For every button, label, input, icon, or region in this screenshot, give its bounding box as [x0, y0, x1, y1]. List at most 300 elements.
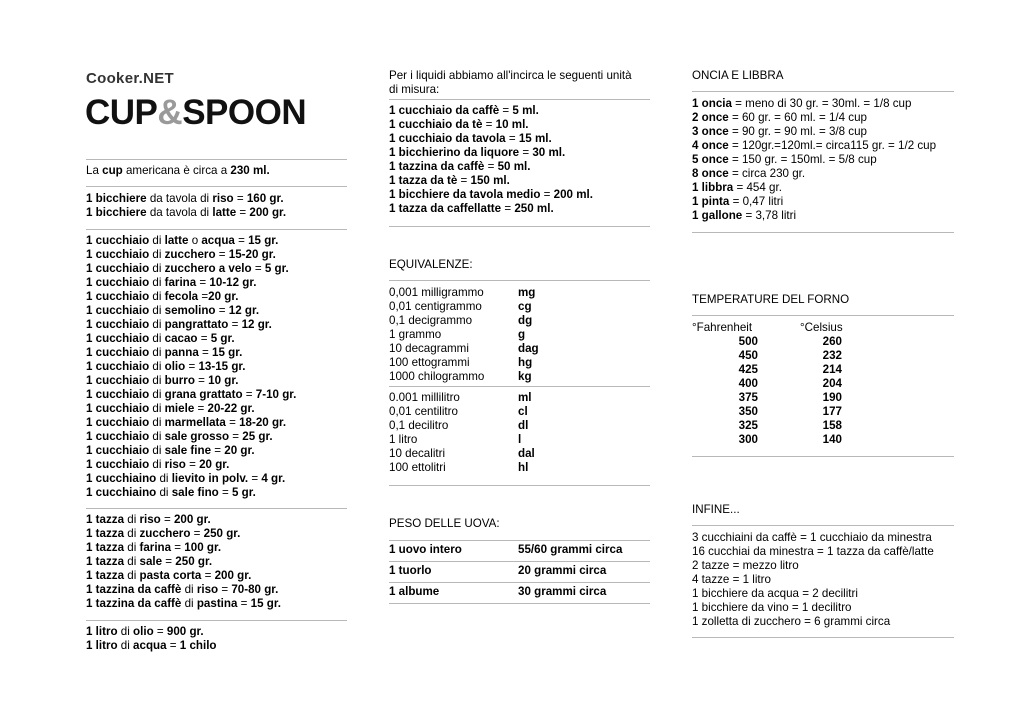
equivalence-quantity: 1000 chilogrammo: [389, 370, 485, 383]
celsius-value: 177: [822, 405, 842, 418]
liquids-intro-line-1: Per i liquidi abbiamo all'incirca le seguenti unità: [389, 69, 632, 82]
oven-row: [692, 391, 954, 405]
bold-text: 1 tazza: [86, 527, 125, 540]
bold-text: 12 gr.: [228, 304, 260, 317]
equivalence-quantity: 1 grammo: [389, 328, 442, 341]
bold-text: 1 tazza da caffellatte: [389, 202, 502, 215]
text: =: [457, 174, 471, 187]
text: =: [211, 444, 225, 457]
celsius-value: 204: [822, 377, 842, 390]
liquids-intro: [389, 69, 650, 97]
text: =: [215, 304, 229, 317]
list-item: 2 tazze = mezzo litro: [692, 559, 799, 572]
bold-text: 160 gr.: [246, 192, 284, 205]
equivalence-quantity: 0,01 centilitro: [389, 405, 458, 418]
text: da tavola di: [146, 206, 213, 219]
bold-text: pangrattato: [164, 318, 229, 331]
text: =: [194, 374, 209, 387]
list-item: [86, 388, 347, 402]
equivalences-title: EQUIVALENZE:: [389, 258, 473, 271]
divider: [692, 315, 954, 316]
equivalence-symbol: dl: [518, 419, 529, 432]
list-item: [692, 125, 954, 139]
text: di: [149, 430, 165, 443]
equivalence-row: [389, 447, 650, 461]
egg-weight: 30 grammi circa: [518, 585, 607, 598]
divider: [692, 525, 954, 526]
equivalence-symbol: dag: [518, 342, 539, 355]
celsius-value: 214: [822, 363, 842, 376]
bold-text: 20-22 gr.: [207, 402, 255, 415]
list-item: 1 zolletta di zucchero = 6 grammi circa: [692, 615, 891, 628]
divider: [86, 620, 347, 621]
text: di: [156, 472, 172, 485]
bold-text: 1 cucchiaio: [86, 346, 150, 359]
bold-text: marmellata: [164, 416, 226, 429]
egg-weight: 55/60 grammi circa: [518, 543, 623, 556]
text: = 0,47 litri: [729, 195, 784, 208]
bold-text: 200 gr.: [173, 513, 211, 526]
text: di: [124, 513, 140, 526]
text: =: [218, 583, 232, 596]
equivalence-row: [389, 370, 650, 384]
celsius-value: 140: [822, 433, 842, 446]
list-item: [86, 472, 347, 486]
bold-text: 1 litro: [86, 639, 118, 652]
bold-text: farina: [164, 276, 197, 289]
divider: [692, 456, 954, 457]
bold-text: riso: [196, 583, 219, 596]
bold-text: 5 ml.: [512, 104, 539, 117]
bold-text: 1 tazzina da caffè: [86, 597, 182, 610]
celsius-value: 260: [822, 335, 842, 348]
fahrenheit-value: 300: [738, 433, 758, 446]
list-item: [692, 139, 954, 153]
text: =: [185, 360, 199, 373]
text: =: [162, 555, 176, 568]
list-item: [86, 583, 347, 597]
oven-row: [692, 433, 954, 447]
list-item: [86, 513, 347, 527]
bold-text: 1 tazza: [86, 569, 125, 582]
egg-row: [389, 582, 650, 603]
liquids-intro-line-2: di misura:: [389, 83, 440, 96]
bold-text: 1 tazza: [86, 555, 125, 568]
text: di: [117, 639, 134, 652]
bold-text: 1 cucchiaio: [86, 374, 150, 387]
text: =: [190, 527, 204, 540]
list-item: [86, 402, 347, 416]
bold-text: panna: [164, 346, 199, 359]
text: =: [501, 202, 515, 215]
bold-text: acqua: [133, 639, 167, 652]
list-item: [389, 132, 650, 146]
text: o: [188, 234, 202, 247]
bold-text: 1 cucchiaio: [86, 458, 150, 471]
text: di: [156, 486, 172, 499]
bold-text: 5 once: [692, 153, 729, 166]
divider: [86, 229, 347, 230]
list-item: [86, 318, 347, 332]
equivalence-symbol: hl: [518, 461, 529, 474]
equivalence-quantity: 100 ettolitri: [389, 461, 446, 474]
bold-text: 1 cucchiaio: [86, 444, 150, 457]
text: =: [218, 486, 232, 499]
text: di: [117, 625, 134, 638]
equivalence-symbol: hg: [518, 356, 533, 369]
equivalence-row: [389, 405, 650, 419]
equivalence-row: [389, 328, 650, 342]
bold-text: 20 gr.: [199, 458, 230, 471]
text: di: [149, 416, 165, 429]
bold-text: 1 libbra: [692, 181, 734, 194]
bold-text: fecola: [164, 290, 199, 303]
bold-text: sale: [139, 555, 163, 568]
bold-text: 5 gr.: [264, 262, 289, 275]
text: di: [124, 569, 140, 582]
bold-text: pasta corta: [139, 569, 202, 582]
egg-part: 1 uovo intero: [389, 543, 462, 556]
bold-text: 1 cucchiaio: [86, 262, 150, 275]
text: =: [248, 472, 262, 485]
egg-weight: 20 grammi circa: [518, 564, 607, 577]
oven-title: TEMPERATURE DEL FORNO: [692, 293, 850, 306]
text: = 150 gr. = 150ml. = 5/8 cup: [728, 153, 877, 166]
text: =: [237, 597, 251, 610]
bold-text: zucchero a velo: [164, 262, 252, 275]
fahrenheit-value: 425: [738, 363, 758, 376]
bold-text: 1 cucchiaio: [86, 234, 150, 247]
celsius-value: 232: [822, 349, 842, 362]
list-item: [86, 360, 347, 374]
bold-text: 1 cucchiaio: [86, 402, 150, 415]
text: =: [185, 458, 200, 471]
list-item: [389, 104, 650, 118]
bold-text: semolino: [164, 304, 216, 317]
bold-text: 200 gr.: [214, 569, 252, 582]
bold-text: 20 gr.: [224, 444, 255, 457]
text: = circa 230 gr.: [728, 167, 806, 180]
bold-text: 5 gr.: [210, 332, 235, 345]
divider: [86, 159, 347, 160]
oven-row: [692, 405, 954, 419]
litre-list: [86, 625, 347, 653]
oven-row: [692, 419, 954, 433]
equivalence-symbol: g: [518, 328, 526, 341]
text: di: [181, 597, 197, 610]
bold-text: miele: [164, 402, 195, 415]
text: di: [149, 458, 165, 471]
text: =: [233, 192, 247, 205]
bold-text: 10 ml.: [495, 118, 529, 131]
mass-equivalences: [389, 286, 650, 384]
equivalence-quantity: 1 litro: [389, 433, 418, 446]
bold-text: 1 cucchiaio: [86, 416, 150, 429]
bold-text: 25 gr.: [242, 430, 273, 443]
bold-text: 15 gr.: [212, 346, 243, 359]
bold-text: latte: [164, 234, 189, 247]
equivalence-symbol: l: [518, 433, 522, 446]
bold-text: 1 cucchiaio: [86, 388, 150, 401]
bold-text: 1 cucchiaio: [86, 276, 150, 289]
text: =: [197, 332, 211, 345]
list-item: [692, 153, 954, 167]
bold-text: 1 tazza: [86, 513, 125, 526]
list-item: [86, 206, 347, 220]
bold-text: olio: [164, 360, 186, 373]
text: di: [149, 374, 165, 387]
text: =: [228, 318, 242, 331]
list-item: [389, 174, 650, 188]
text: di: [149, 290, 165, 303]
equivalence-symbol: dg: [518, 314, 533, 327]
bold-text: latte: [212, 206, 237, 219]
bold-text: sale grosso: [164, 430, 230, 443]
equivalence-symbol: kg: [518, 370, 532, 383]
oven-table-header: [692, 321, 954, 335]
text: di: [149, 304, 165, 317]
equivalence-row: [389, 342, 650, 356]
equivalence-quantity: 0,01 centigrammo: [389, 300, 482, 313]
bold-text: 15 ml.: [518, 132, 552, 145]
bold-text: 4 gr.: [261, 472, 286, 485]
text: =: [482, 118, 496, 131]
list-item: [86, 430, 347, 444]
bold-text: 1 cucchiaio da tè: [389, 118, 483, 131]
text: di: [149, 234, 165, 247]
bold-text: 1 bicchiere da tavola medio: [389, 188, 541, 201]
cup-intro-line: [86, 164, 347, 178]
text: =: [201, 569, 215, 582]
bold-text: 50 ml.: [497, 160, 531, 173]
text: =: [198, 346, 212, 359]
text: = meno di 30 gr. = 30ml. = 1/8 cup: [731, 97, 912, 110]
bold-text: 200 ml.: [553, 188, 593, 201]
bold-text: 230 ml.: [230, 164, 270, 177]
text: di: [149, 318, 165, 331]
finally-title: INFINE...: [692, 503, 740, 516]
text: di: [149, 276, 165, 289]
egg-row: [389, 561, 650, 582]
bold-text: 250 gr.: [175, 555, 213, 568]
bold-text: 150 ml.: [470, 174, 510, 187]
list-item: 16 cucchiai da minestra = 1 tazza da caffè/latte: [692, 545, 934, 558]
celsius-value: 190: [822, 391, 842, 404]
bold-text: 20 gr.: [208, 290, 239, 303]
list-item: [86, 290, 347, 304]
bold-text: 10-12 gr.: [209, 276, 257, 289]
bold-text: 200 gr.: [249, 206, 287, 219]
bold-text: pastina: [196, 597, 238, 610]
divider: [389, 226, 650, 227]
divider: [389, 485, 650, 486]
bold-text: cacao: [164, 332, 198, 345]
text: =: [160, 513, 174, 526]
list-item: [86, 276, 347, 290]
bold-text: 1 cucchiaio da tavola: [389, 132, 506, 145]
oven-table: [692, 321, 954, 447]
equivalence-symbol: cg: [518, 300, 532, 313]
text: di: [149, 248, 165, 261]
bold-text: 1 cucchiaio da caffè: [389, 104, 500, 117]
fahrenheit-value: 400: [738, 377, 758, 390]
glass-list: [86, 192, 347, 220]
list-item: [692, 181, 954, 195]
list-item: [389, 146, 650, 160]
list-item: [692, 167, 954, 181]
list-item: [86, 416, 347, 430]
equivalence-row: [389, 356, 650, 370]
bold-text: 1 cucchiaino: [86, 472, 157, 485]
list-item: [86, 444, 347, 458]
bold-text: riso: [212, 192, 234, 205]
fahrenheit-value: 325: [738, 419, 758, 432]
equivalence-symbol: dal: [518, 447, 535, 460]
bold-text: grana grattato: [164, 388, 243, 401]
oven-row: [692, 349, 954, 363]
list-item: [86, 625, 347, 639]
bold-text: zucchero: [164, 248, 216, 261]
egg-row: [389, 540, 650, 561]
bold-text: 1 cucchiaio: [86, 332, 150, 345]
bold-text: olio: [133, 625, 154, 638]
bold-text: 900 gr.: [166, 625, 204, 638]
bold-text: 15 gr.: [248, 234, 279, 247]
list-item: 1 bicchiere da vino = 1 decilitro: [692, 601, 852, 614]
bold-text: 8 once: [692, 167, 729, 180]
divider: [692, 637, 954, 638]
list-item: [86, 304, 347, 318]
text: = 90 gr. = 90 ml. = 3/8 cup: [728, 125, 867, 138]
list-item: [86, 486, 347, 500]
equivalence-symbol: ml: [518, 391, 532, 404]
text: =: [153, 625, 167, 638]
bold-text: 1 tazza: [86, 541, 125, 554]
equivalence-row: [389, 433, 650, 447]
text: =: [215, 248, 229, 261]
oven-rows: [692, 335, 954, 447]
text: =: [251, 262, 265, 275]
bold-text: acqua: [201, 234, 235, 247]
bold-text: sale fino: [171, 486, 219, 499]
bold-text: 12 gr.: [241, 318, 272, 331]
bold-text: cup: [102, 164, 123, 177]
egg-part: 1 tuorlo: [389, 564, 432, 577]
text: di: [124, 527, 140, 540]
celsius-value: 158: [822, 419, 842, 432]
equivalence-quantity: 100 ettogrammi: [389, 356, 470, 369]
text: La: [86, 164, 103, 177]
bold-text: 250 gr.: [203, 527, 241, 540]
list-item: [692, 209, 954, 223]
list-item: [692, 195, 954, 209]
bold-text: 1 cucchiaio: [86, 290, 150, 303]
equivalence-row: [389, 314, 650, 328]
list-item: [86, 346, 347, 360]
text: di: [124, 541, 140, 554]
equivalence-symbol: cl: [518, 405, 528, 418]
divider: [389, 280, 650, 281]
list-item: [692, 111, 954, 125]
text: =: [499, 104, 513, 117]
finally-list: [692, 531, 954, 629]
text: =: [519, 146, 533, 159]
text: =: [234, 234, 249, 247]
bold-text: 1 cucchiaio: [86, 304, 150, 317]
bold-text: 15-20 gr.: [228, 248, 276, 261]
bold-text: 30 ml.: [532, 146, 566, 159]
list-item: [389, 202, 650, 216]
text: di: [149, 402, 165, 415]
list-item: [86, 555, 347, 569]
equivalence-row: [389, 461, 650, 475]
list-item: [692, 97, 954, 111]
text: di: [124, 555, 140, 568]
text: di: [149, 262, 165, 275]
bold-text: 7-10 gr.: [255, 388, 297, 401]
text: = 120gr.=120ml.= circa115 gr. = 1/2 cup: [728, 139, 937, 152]
list-item: 3 cucchiaini da caffè = 1 cucchiaio da minestra: [692, 531, 932, 544]
list-item: [86, 234, 347, 248]
divider: [389, 603, 650, 604]
list-item: [389, 188, 650, 202]
list-item: [86, 458, 347, 472]
bold-text: 1 oncia: [692, 97, 732, 110]
cup-list: [86, 513, 347, 611]
bold-text: 3 once: [692, 125, 729, 138]
text: di: [149, 360, 165, 373]
bold-text: zucchero: [139, 527, 191, 540]
text: =: [484, 160, 498, 173]
liquids-list: [389, 104, 650, 216]
oven-row: [692, 377, 954, 391]
ounce-list: [692, 97, 954, 223]
text: =: [242, 388, 256, 401]
divider: [86, 186, 347, 187]
text: =: [505, 132, 519, 145]
text: = 60 gr. = 60 ml. = 1/4 cup: [728, 111, 867, 124]
list-item: [86, 262, 347, 276]
bold-text: 5 gr.: [231, 486, 256, 499]
brand-name: Cooker.NET: [86, 70, 175, 87]
logo-spoon: SPOON: [182, 93, 307, 132]
bold-text: 70-80 gr.: [231, 583, 279, 596]
bold-text: 1 cucchiaio: [86, 430, 150, 443]
text: =: [229, 430, 243, 443]
divider: [692, 91, 954, 92]
text: da tavola di: [146, 192, 213, 205]
fahrenheit-value: 450: [738, 349, 758, 362]
logo-ampersand: &: [157, 93, 183, 132]
text: =: [196, 276, 210, 289]
list-item: [86, 332, 347, 346]
text: di: [149, 444, 165, 457]
list-item: [86, 569, 347, 583]
celsius-header: °Celsius: [800, 321, 843, 334]
equivalence-row: [389, 300, 650, 314]
bold-text: farina: [139, 541, 172, 554]
bold-text: lievito in polv.: [171, 472, 249, 485]
bold-text: burro: [164, 374, 195, 387]
bold-text: 1 cucchiaio: [86, 248, 150, 261]
equivalence-quantity: 0.001 millilitro: [389, 391, 460, 404]
text: =: [198, 290, 209, 303]
logo: [85, 93, 306, 133]
fahrenheit-value: 350: [738, 405, 758, 418]
egg-part: 1 albume: [389, 585, 440, 598]
divider: [389, 99, 650, 100]
equivalence-row: [389, 286, 650, 300]
